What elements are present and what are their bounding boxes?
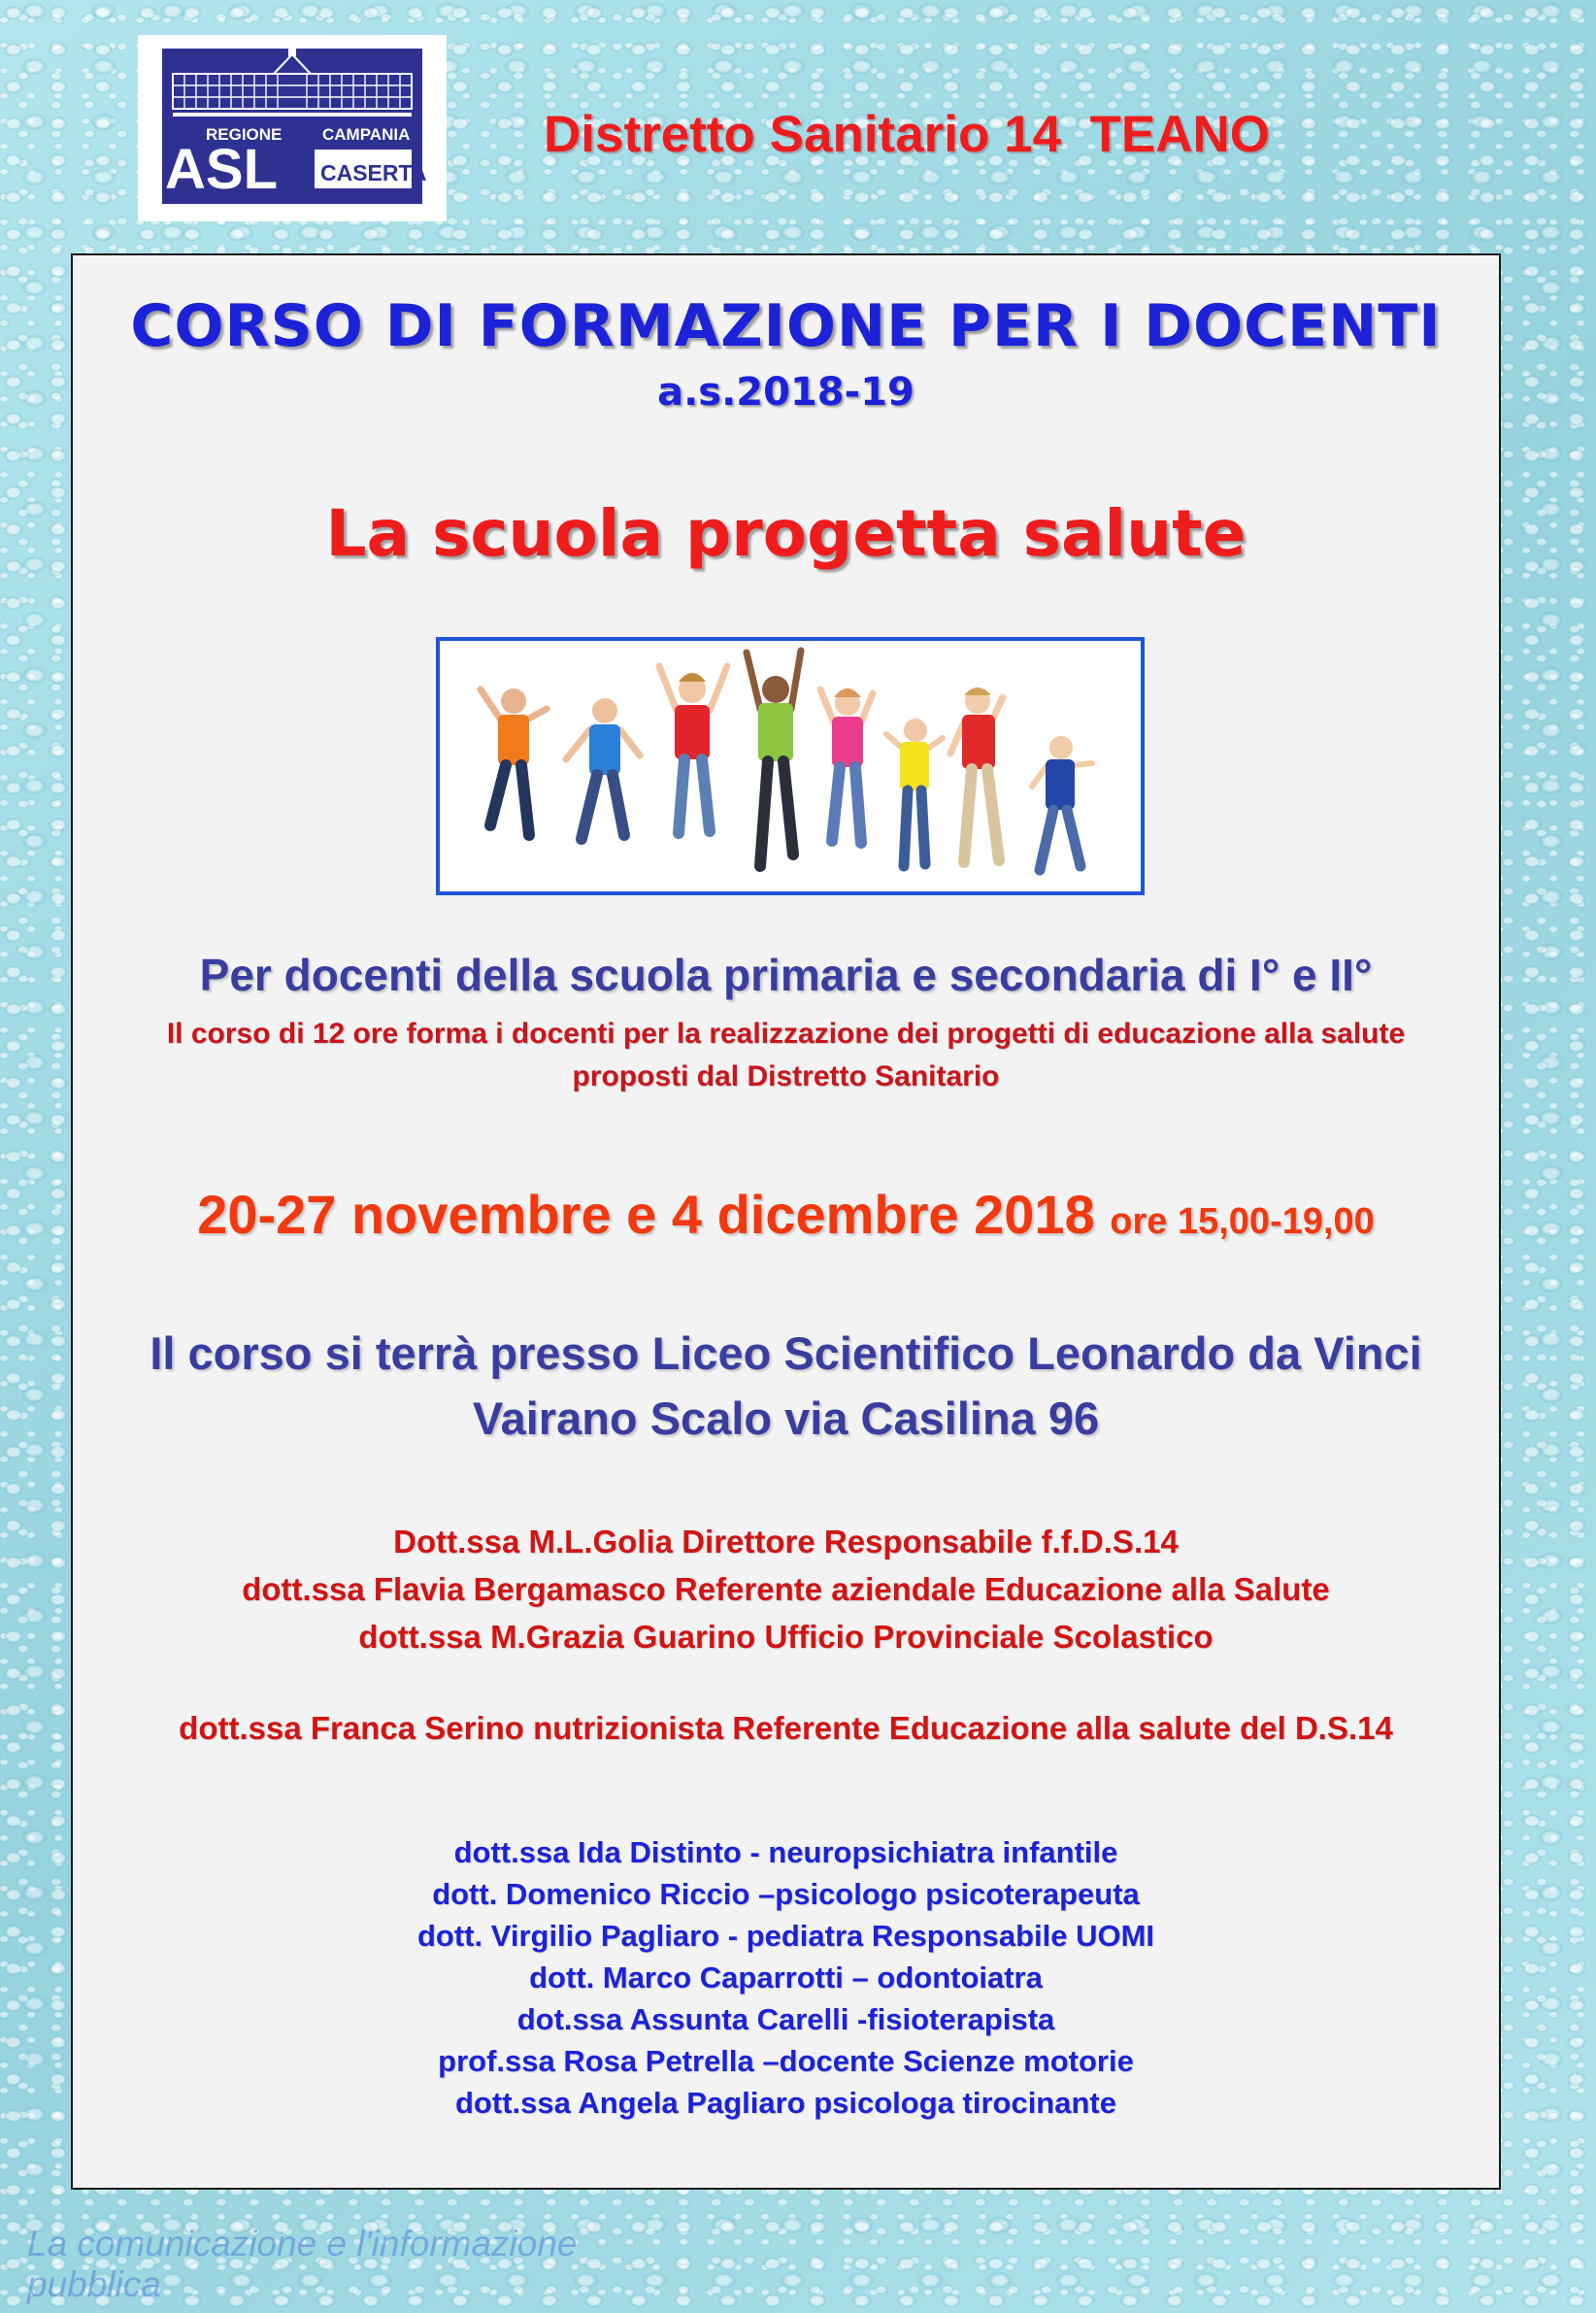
organizers-list: [73, 1518, 1499, 1660]
logo-city-text: CASERTA: [320, 160, 427, 185]
dates-text: 20-27 novembre e 4 dicembre 2018: [197, 1184, 1095, 1245]
course-dates: [73, 1183, 1499, 1246]
speaker-item: prof.ssa Rosa Petrella –docente Scienze motorie: [438, 2044, 1134, 2078]
school-year: a.s.2018-19: [657, 370, 914, 415]
coordinator: [73, 1704, 1499, 1752]
organizer-item: Dott.ssa M.L.Golia Direttore Responsabile f.f.D.S.14: [393, 1524, 1179, 1559]
speakers-list: [73, 1831, 1499, 2124]
district-title: Distretto Sanitario 14 TEANO: [544, 106, 1271, 163]
description-line: proposti dal Distretto Sanitario: [572, 1060, 1000, 1092]
asl-caserta-logo: [138, 35, 447, 221]
speaker-item: dot.ssa Assunta Carelli -fisioterapista: [516, 2002, 1055, 2036]
speaker-item: dott. Virgilio Pagliaro - pediatra Responsabile UOMI: [416, 1919, 1155, 1953]
target-audience: Per docenti della scuola primaria e secondaria di I° e II°: [199, 950, 1373, 1000]
jumping-children-image: [436, 637, 1145, 895]
organizer-item: dott.ssa Flavia Bergamasco Referente aziendale Educazione alla Salute: [242, 1571, 1330, 1607]
course-venue: [73, 1321, 1499, 1451]
venue-line: Vairano Scalo via Casilina 96: [472, 1392, 1100, 1444]
speaker-item: dott.ssa Ida Distinto - neuropsichiatra infantile: [453, 1835, 1118, 1869]
organizer-item: dott.ssa M.Grazia Guarino Ufficio Provinciale Scolastico: [358, 1619, 1214, 1655]
course-panel: [71, 253, 1501, 2190]
course-title: CORSO DI FORMAZIONE PER I DOCENTI: [130, 292, 1442, 360]
description-line: Il corso di 12 ore forma i docenti per la realizzazione dei progetti di educazione alla salute: [166, 1018, 1406, 1050]
course-description: [73, 1013, 1499, 1098]
coordinator-item: dott.ssa Franca Serino nutrizionista Referente Educazione alla salute del D.S.14: [179, 1710, 1393, 1746]
footer-line: pubblica: [27, 2264, 161, 2304]
venue-line: Il corso si terrà presso Liceo Scientifico Leonardo da Vinci: [150, 1327, 1422, 1379]
logo-region-name-text: CAMPANIA: [322, 125, 411, 144]
footer-note: [27, 2224, 707, 2305]
hours-text: ore 15,00-19,00: [1110, 1201, 1375, 1242]
speaker-item: dott. Marco Caparrotti – odontoiatra: [529, 1961, 1043, 1995]
logo-region-text: REGIONE: [206, 125, 283, 144]
speaker-item: dott.ssa Angela Pagliaro psicologa tirocinante: [455, 2086, 1116, 2120]
course-subtitle: La scuola progetta salute: [325, 496, 1247, 571]
footer-line: La comunicazione e l'informazione: [27, 2224, 578, 2263]
speaker-item: dott. Domenico Riccio –psicologo psicoterapeuta: [432, 1877, 1140, 1911]
logo-agency-text: ASL: [165, 138, 278, 201]
